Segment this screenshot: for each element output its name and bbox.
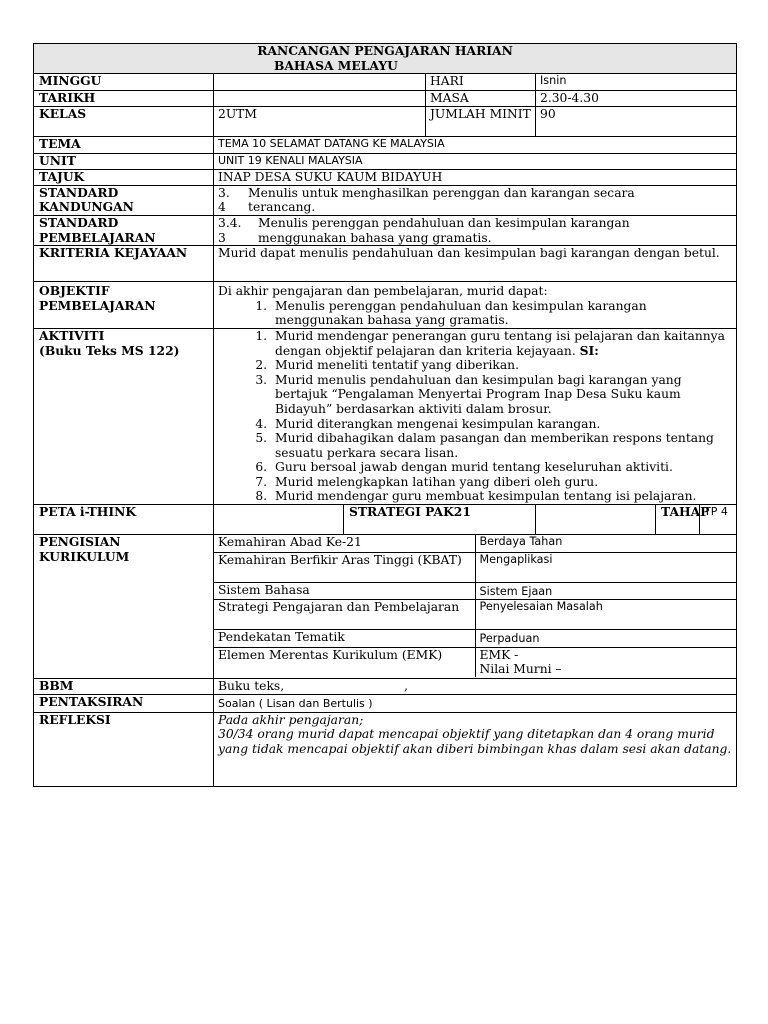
kelas-value: 2UTM xyxy=(214,107,426,137)
refleksi-label: REFLEKSI xyxy=(34,712,214,786)
pengisian-right-6 xyxy=(475,647,736,677)
jumlah-minit-label: JUMLAH MINIT xyxy=(426,107,536,137)
bbm-value xyxy=(214,679,737,695)
objektif-item: 1. Menulis perenggan pendahuluan dan kesimpulan karangan menggunakan bahasa yang gramatis. xyxy=(271,299,732,328)
pengisian-kurikulum-label: PENGISIAN KURIKULUM xyxy=(34,535,214,679)
aktiviti-list xyxy=(218,329,732,504)
hari-value: Isnin xyxy=(536,74,737,91)
aktiviti-item-1-text: Murid mendengar penerangan guru tentang isi pelajaran dan kaitannya dengan objektif pelajaran dan kriteria kejayaan. xyxy=(275,328,725,358)
pengisian-left-3: Sistem Bahasa xyxy=(214,582,475,600)
refleksi-line-1: Pada akhir pengajaran; xyxy=(218,712,364,727)
tahap-value: TP 4 xyxy=(700,505,737,535)
minggu-label: MINGGU xyxy=(34,74,214,91)
refleksi-value xyxy=(214,712,737,786)
aktiviti-item-8: 8. Murid mendengar guru membuat kesimpulan tentang isi pelajaran. xyxy=(271,489,732,504)
sk-num-1: 3. xyxy=(218,185,230,200)
standard-pembelajaran-label: STANDARD PEMBELAJARAN xyxy=(34,215,214,245)
aktiviti-item-1-bold: SI: xyxy=(579,342,599,358)
aktiviti-item-7: 7. Murid melengkapkan latihan yang diberi oleh guru. xyxy=(271,475,732,490)
refleksi-line-2: 30/34 orang murid dapat mencapai objektif yang ditetapkan dan 4 orang murid yang tidak mencapai objektif akan diberi bimbingan khas dalam sesi akan datang. xyxy=(218,727,732,756)
bbm-suffix: , xyxy=(404,679,409,694)
standard-pembelajaran-lines xyxy=(218,216,732,245)
sk-line-1: Menulis untuk menghasilkan perenggan dan karangan secara xyxy=(248,185,635,200)
peta-ithink-value xyxy=(214,505,344,535)
sk-line-2: terancang. xyxy=(248,200,316,215)
aktiviti-item-4: 4. Murid diterangkan mengenai kesimpulan karangan. xyxy=(271,417,732,432)
standard-pembelajaran-value xyxy=(214,215,737,245)
tajuk-value: INAP DESA SUKU KAUM BIDAYUH xyxy=(214,170,737,186)
pengisian-left-4: Strategi Pengajaran dan Pembelajaran xyxy=(214,600,475,630)
sp-line-1: Menulis perenggan pendahuluan dan kesimpulan karangan xyxy=(258,215,630,230)
bbm-label: BBM xyxy=(34,679,214,695)
pengisian-left-5: Pendekatan Tematik xyxy=(214,630,475,648)
unit-label: UNIT xyxy=(34,154,214,170)
masa-label: MASA xyxy=(426,91,536,107)
sp-num-2: 3 xyxy=(218,230,226,245)
peta-ithink-label: PETA i-THINK xyxy=(34,505,214,535)
aktiviti-label-cell xyxy=(34,328,214,504)
pengisian-right-2: Mengaplikasi xyxy=(475,552,736,582)
jumlah-minit-value: 90 xyxy=(536,107,737,137)
pengisian-right-5: Perpaduan xyxy=(475,630,736,648)
pengisian-right-3: Sistem Ejaan xyxy=(475,582,736,600)
unit-value: UNIT 19 KENALI MALAYSIA xyxy=(214,154,737,170)
tajuk-label: TAJUK xyxy=(34,170,214,186)
aktiviti-item-3: 3. Murid menulis pendahuluan dan kesimpulan bagi karangan yang bertajuk “Pengalaman Menyertai Program Inap Desa Suku kaum Bidayuh” berdasarkan aktiviti dalam brosur. xyxy=(271,373,732,417)
standard-kandungan-label: STANDARD KANDUNGAN xyxy=(34,185,214,215)
aktiviti-item-5: 5. Murid dibahagikan dalam pasangan dan memberikan respons tentang sesuatu perkara secara lisan. xyxy=(271,431,732,460)
pentaksiran-value: Soalan ( Lisan dan Bertulis ) xyxy=(214,695,737,713)
pengisian-left-1: Kemahiran Abad Ke-21 xyxy=(214,535,475,552)
strategi-pak21-label: STRATEGI PAK21 xyxy=(344,505,536,535)
tema-value: TEMA 10 SELAMAT DATANG KE MALAYSIA xyxy=(214,137,737,154)
sp-line-2: menggunakan bahasa yang gramatis. xyxy=(258,230,492,245)
pengisian-right-4: Penyelesaian Masalah xyxy=(475,600,736,630)
tema-label: TEMA xyxy=(34,137,214,154)
pengisian-grid xyxy=(214,535,736,677)
emk-line: EMK - xyxy=(479,647,519,662)
pengisian-kurikulum-value xyxy=(214,535,737,679)
objektif-list xyxy=(218,299,732,328)
pengisian-right-1: Berdaya Tahan xyxy=(475,535,736,552)
sk-num-2: 4 xyxy=(218,200,226,215)
minggu-value xyxy=(214,74,426,91)
pentaksiran-label: PENTAKSIRAN xyxy=(34,695,214,713)
title-text: RANCANGAN PENGAJARAN HARIAN xyxy=(257,43,513,58)
document-title xyxy=(34,44,737,74)
aktiviti-value xyxy=(214,328,737,504)
standard-kandungan-lines xyxy=(218,186,732,215)
tahap-label: TAHAP xyxy=(656,505,700,535)
aktiviti-item-2: 2. Murid meneliti tentatif yang diberikan. xyxy=(271,358,732,373)
pengisian-left-2: Kemahiran Berfikir Aras Tinggi (KBAT) xyxy=(214,552,475,582)
kriteria-label: KRITERIA KEJAYAAN xyxy=(34,246,214,282)
objektif-value xyxy=(214,282,737,329)
aktiviti-sublabel: (Buku Teks MS 122) xyxy=(39,342,180,358)
tarikh-label: TARIKH xyxy=(34,91,214,107)
aktiviti-label: AKTIVITI xyxy=(39,327,105,343)
masa-value: 2.30-4.30 xyxy=(536,91,737,107)
sp-num-1: 3.4. xyxy=(218,215,242,230)
bbm-text: Buku teks, xyxy=(218,679,285,694)
aktiviti-item-1 xyxy=(271,329,732,358)
standard-kandungan-value xyxy=(214,185,737,215)
kriteria-value: Murid dapat menulis pendahuluan dan kesimpulan bagi karangan dengan betul. xyxy=(214,246,737,282)
tarikh-value xyxy=(214,91,426,107)
nilai-murni-line: Nilai Murni – xyxy=(479,662,562,677)
lesson-plan-table xyxy=(33,43,737,787)
subtitle-text: BAHASA MELAYU xyxy=(274,57,398,73)
hari-label: HARI xyxy=(426,74,536,91)
kelas-label: KELAS xyxy=(34,107,214,137)
objektif-label: OBJEKTIF PEMBELAJARAN xyxy=(34,282,214,329)
aktiviti-item-6: 6. Guru bersoal jawab dengan murid tentang keseluruhan aktiviti. xyxy=(271,460,732,475)
objektif-intro: Di akhir pengajaran dan pembelajaran, murid dapat: xyxy=(218,284,548,299)
strategi-pak21-value xyxy=(536,505,656,535)
pengisian-left-6: Elemen Merentas Kurikulum (EMK) xyxy=(214,647,475,677)
